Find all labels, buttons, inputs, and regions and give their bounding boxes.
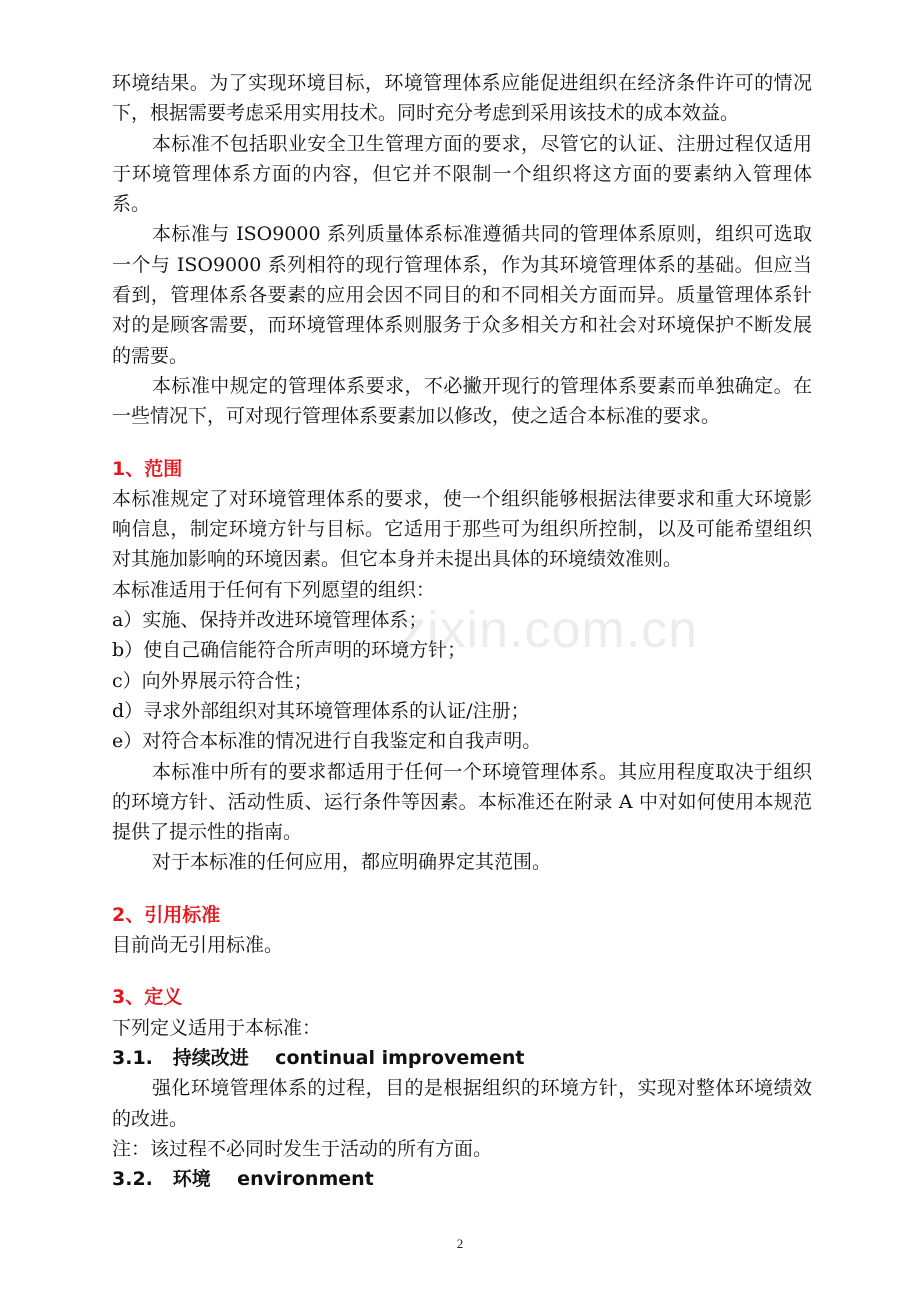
intro-paragraph-3: 本标准与 ISO9000 系列质量体系标准遵循共同的管理体系原则，组织可选取一个与 ISO9000 系列相符的现行管理体系，作为其环境管理体系的基础。但应当看到，管理体系各要素的应用会因不同目的和不同相关方面而异。质量管理体系针对的是顾客需要，而环境管理体系则服务于众多相关方和社会对环境保护不断发展的需要。 — [112, 223, 812, 367]
section-3-paragraph-1: 下列定义适用于本标准： — [112, 1016, 322, 1039]
section-3-heading: 3、定义 — [112, 986, 183, 1009]
list-item: b）使自己确信能符合所声明的环境方针； — [112, 639, 467, 662]
intro-paragraph-2: 本标准不包括职业安全卫生管理方面的要求，尽管它的认证、注册过程仅适用于环境管理体系方面的内容，但它并不限制一个组织将这方面的要素纳入管理体系。 — [112, 132, 812, 216]
definition-3-1-title: 3.1. 持续改进 continual improvement — [112, 1046, 525, 1069]
definition-3-2-title: 3.2. 环境 environment — [112, 1168, 374, 1191]
section-2-heading: 2、引用标准 — [112, 903, 221, 926]
list-item: c）向外界展示符合性； — [112, 669, 313, 692]
intro-paragraph-1: 环境结果。为了实现环境目标，环境管理体系应能促进组织在经济条件许可的情况下，根据需要考虑采用实用技术。同时充分考虑到采用该技术的成本效益。 — [112, 72, 812, 125]
section-1-paragraph-3: 本标准中所有的要求都适用于任何一个环境管理体系。其应用程度取决于组织的环境方针、活动性质、运行条件等因素。本标准还在附录 A 中对如何使用本规范提供了提示性的指南。 — [112, 760, 812, 844]
section-1-heading: 1、范围 — [112, 457, 183, 480]
section-1-paragraph-2: 本标准适用于任何有下列愿望的组织： — [112, 578, 436, 601]
list-item: e）对符合本标准的情况进行自我鉴定和自我声明。 — [112, 730, 542, 753]
intro-paragraph-4: 本标准中规定的管理体系要求，不必撇开现行的管理体系要素而单独确定。在一些情况下，可对现行管理体系要素加以修改，使之适合本标准的要求。 — [112, 374, 812, 428]
watermark: zixin.com.cn — [400, 601, 699, 659]
section-1-paragraph-4: 对于本标准的任何应用，都应明确界定其范围。 — [152, 851, 552, 874]
list-item: d）寻求外部组织对其环境管理体系的认证/注册； — [112, 699, 530, 722]
section-2-paragraph-1: 目前尚无引用标准。 — [112, 934, 284, 957]
document-body — [112, 68, 812, 1194]
section-1-paragraph-1: 本标准规定了对环境管理体系的要求，使一个组织能够根据法律要求和重大环境影响信息，制定环境方针与目标。它适用于那些可为组织所控制，以及可能希望组织对其施加影响的环境因素。但它本身并未提出具体的环境绩效准则。 — [112, 487, 812, 571]
definition-3-1-note: 注：该过程不必同时发生于活动的所有方面。 — [112, 1137, 493, 1160]
definition-3-1-body: 强化环境管理体系的过程，目的是根据组织的环境方针，实现对整体环境绩效的改进。 — [112, 1077, 812, 1130]
page-number: 2 — [456, 1236, 464, 1251]
list-item: a）实施、保持并改进环境管理体系； — [112, 609, 428, 632]
